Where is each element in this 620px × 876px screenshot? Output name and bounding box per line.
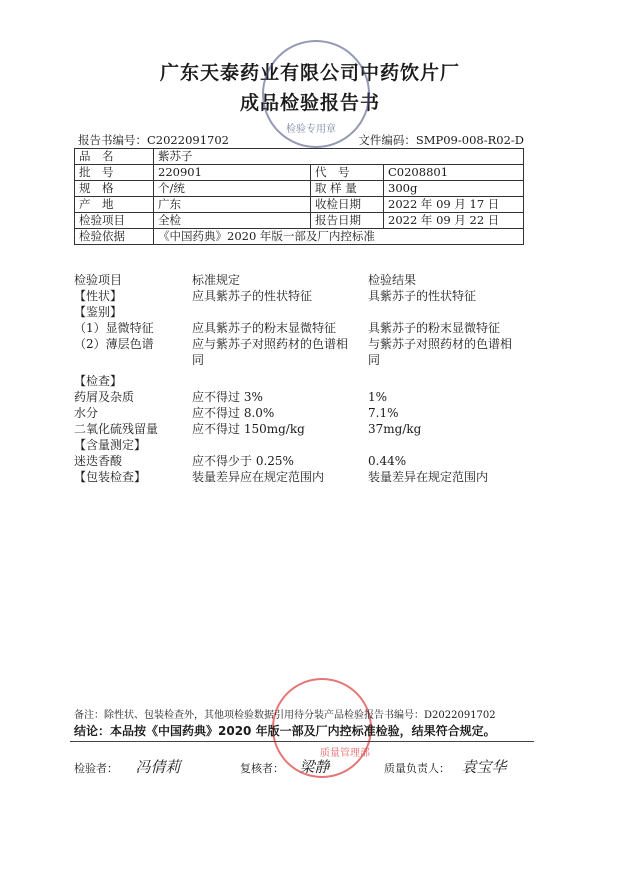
basis-value: 《中国药典》2020 年版一部及厂内控标准 xyxy=(154,229,524,245)
micro-item: （1）显微特征 xyxy=(74,321,154,335)
receive-date-value: 2022 年 09 月 17 日 xyxy=(384,197,524,213)
inspection-stamp xyxy=(262,40,370,148)
list-item xyxy=(74,453,544,469)
header-item: 检验项目 xyxy=(74,273,123,287)
reviewer-label: 复核者： xyxy=(240,762,284,775)
package-standard: 装量差异应在规定范围内 xyxy=(192,470,325,484)
inspector-block xyxy=(74,756,181,777)
origin-value: 广东 xyxy=(154,197,311,213)
quality-stamp-text: 质量管理部 xyxy=(320,748,370,759)
file-number: 文件编码：SMP09-008-R02-D xyxy=(358,133,524,147)
identify-section: 【鉴别】 xyxy=(74,305,123,319)
sample-value: 300g xyxy=(384,181,524,197)
product-value: 紫苏子 xyxy=(154,149,524,165)
conclusion: 结论：本品按《中国药典》2020 年版一部及厂内控标准检验，结果符合规定。 xyxy=(74,724,496,738)
qa-label: 质量负责人： xyxy=(384,762,450,775)
code-label: 代 号 xyxy=(311,165,384,181)
package-section: 【包装检查】 xyxy=(74,470,147,484)
test-item-value: 全检 xyxy=(154,213,311,229)
spec-label: 规 格 xyxy=(75,181,154,197)
tlc-result xyxy=(368,336,546,368)
rosmarinic-item: 迷迭香酸 xyxy=(74,454,123,468)
results-section xyxy=(74,272,544,485)
tlc-standard xyxy=(192,336,360,368)
trait-section: 【性状】 xyxy=(74,289,123,303)
water-result: 7.1% xyxy=(368,406,399,420)
header-standard: 标准规定 xyxy=(192,273,241,287)
report-title: 成品检验报告书 xyxy=(239,92,380,114)
basis-label: 检验依据 xyxy=(75,229,154,245)
package-result: 装量差异在规定范围内 xyxy=(368,470,489,484)
reviewer-block xyxy=(240,756,330,777)
list-item xyxy=(74,469,544,485)
impurity-item: 药屑及杂质 xyxy=(74,390,135,404)
list-item xyxy=(74,389,544,405)
divider xyxy=(70,741,534,742)
sample-label: 取 样 量 xyxy=(311,181,384,197)
batch-label: 批 号 xyxy=(75,165,154,181)
list-item xyxy=(74,336,544,368)
list-item xyxy=(74,373,544,389)
so2-result: 37mg/kg xyxy=(368,422,422,436)
impurity-standard: 应不得过 3% xyxy=(192,390,263,404)
code-value: C0208801 xyxy=(384,165,524,181)
spec-value: 个/统 xyxy=(154,181,311,197)
list-item xyxy=(74,421,544,437)
footer-note: 备注：除性状、包装检查外，其他项检验数据引用待分装产品检验报告书编号：D2022091702 xyxy=(74,710,496,721)
trait-standard: 应具紫苏子的性状特征 xyxy=(192,289,313,303)
check-section: 【检查】 xyxy=(74,374,123,388)
list-item xyxy=(74,437,544,453)
tlc-standard-line1: 应与紫苏子对照药材的色谱相 xyxy=(192,337,349,351)
product-label: 品 名 xyxy=(75,149,154,165)
tlc-standard-line2: 同 xyxy=(192,353,205,367)
report-date-label: 报告日期 xyxy=(311,213,384,229)
header-result: 检验结果 xyxy=(368,273,417,287)
content-section: 【含量测定】 xyxy=(74,438,147,452)
table-row xyxy=(75,229,524,245)
water-item: 水分 xyxy=(74,406,99,420)
micro-standard: 应具紫苏子的粉末显微特征 xyxy=(192,321,337,335)
tlc-item: （2）薄层色谱 xyxy=(74,337,154,351)
qa-signature: 袁宝华 xyxy=(461,758,507,776)
trait-result: 具紫苏子的性状特征 xyxy=(368,289,477,303)
origin-label: 产 地 xyxy=(75,197,154,213)
list-item xyxy=(74,304,544,320)
impurity-result: 1% xyxy=(368,390,388,404)
table-row xyxy=(75,181,524,197)
inspection-stamp-text: 检验专用章 xyxy=(286,124,336,135)
rosmarinic-result: 0.44% xyxy=(368,454,407,468)
test-item-label: 检验项目 xyxy=(75,213,154,229)
rosmarinic-standard: 应不得少于 0.25% xyxy=(192,454,294,468)
company-name: 广东天泰药业有限公司中药饮片厂 xyxy=(159,62,460,84)
batch-value: 220901 xyxy=(154,165,311,181)
list-item xyxy=(74,405,544,421)
table-row xyxy=(75,165,524,181)
so2-item: 二氧化硫残留量 xyxy=(74,422,159,436)
micro-result: 具紫苏子的粉末显微特征 xyxy=(368,321,501,335)
table-row xyxy=(75,213,524,229)
inspector-label: 检验者： xyxy=(74,762,118,775)
results-header xyxy=(74,272,544,288)
list-item xyxy=(74,320,544,336)
water-standard: 应不得过 8.0% xyxy=(192,406,275,420)
inspector-signature: 冯倩莉 xyxy=(135,758,181,776)
table-row xyxy=(75,197,524,213)
info-table xyxy=(74,148,524,245)
receive-date-label: 收检日期 xyxy=(311,197,384,213)
report-number: 报告书编号：C2022091702 xyxy=(78,133,229,147)
table-row xyxy=(75,149,524,165)
report-date-value: 2022 年 09 月 22 日 xyxy=(384,213,524,229)
qa-block xyxy=(384,756,507,777)
tlc-result-line2: 同 xyxy=(368,353,381,367)
so2-standard: 应不得过 150mg/kg xyxy=(192,422,305,436)
tlc-result-line1: 与紫苏子对照药材的色谱相 xyxy=(368,337,513,351)
list-item xyxy=(74,288,544,304)
reviewer-signature: 梁静 xyxy=(299,758,330,776)
